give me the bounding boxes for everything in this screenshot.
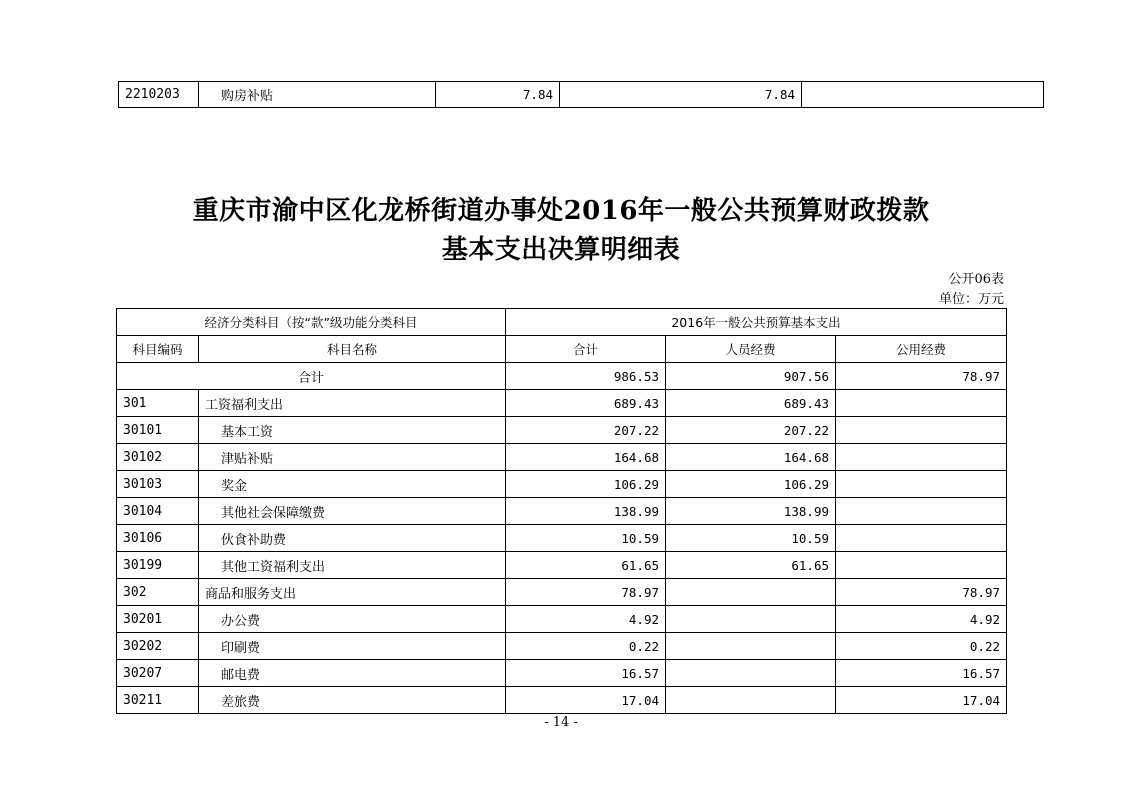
row-personnel: 61.65 — [666, 552, 836, 579]
row-public: 17.04 — [836, 687, 1007, 714]
table-row — [117, 471, 1007, 498]
row-public: 0.22 — [836, 633, 1007, 660]
col-total-header: 合计 — [506, 336, 666, 363]
row-code: 30201 — [117, 606, 199, 633]
row-total: 106.29 — [506, 471, 666, 498]
row-public: 16.57 — [836, 660, 1007, 687]
row-name: 其他工资福利支出 — [199, 552, 506, 579]
budget-detail-table — [116, 308, 1007, 714]
row-code: 30106 — [117, 525, 199, 552]
row-public — [836, 525, 1007, 552]
row-code: 2210203 — [119, 82, 199, 108]
row-total: 207.22 — [506, 417, 666, 444]
row-name: 商品和服务支出 — [199, 579, 506, 606]
row-personnel: 138.99 — [666, 498, 836, 525]
row-public — [836, 390, 1007, 417]
row-personnel: 689.43 — [666, 390, 836, 417]
row-code: 30199 — [117, 552, 199, 579]
row-personnel: 10.59 — [666, 525, 836, 552]
table-row — [117, 633, 1007, 660]
row-name: 伙食补助费 — [199, 525, 506, 552]
row-name: 基本工资 — [199, 417, 506, 444]
row-name: 购房补贴 — [199, 82, 436, 108]
row-name: 工资福利支出 — [199, 390, 506, 417]
row-personnel: 207.22 — [666, 417, 836, 444]
row-total: 78.97 — [506, 579, 666, 606]
col-code-header: 科目编码 — [117, 336, 199, 363]
row-public — [836, 444, 1007, 471]
total-personnel: 907.56 — [666, 363, 836, 390]
row-total: 138.99 — [506, 498, 666, 525]
row-personnel: 7.84 — [560, 82, 802, 108]
row-total: 164.68 — [506, 444, 666, 471]
continuation-table — [118, 81, 1044, 108]
row-personnel — [666, 687, 836, 714]
row-personnel — [666, 660, 836, 687]
total-row — [117, 363, 1007, 390]
row-public — [836, 417, 1007, 444]
form-number: 公开06表 — [948, 272, 1004, 287]
row-public — [836, 552, 1007, 579]
row-name: 奖金 — [199, 471, 506, 498]
row-code: 302 — [117, 579, 199, 606]
row-code: 30102 — [117, 444, 199, 471]
row-code: 30104 — [117, 498, 199, 525]
col-public-header: 公用经费 — [836, 336, 1007, 363]
row-code: 301 — [117, 390, 199, 417]
row-public — [836, 498, 1007, 525]
row-name: 印刷费 — [199, 633, 506, 660]
row-total: 4.92 — [506, 606, 666, 633]
row-total: 17.04 — [506, 687, 666, 714]
table-row — [119, 82, 1044, 108]
row-personnel — [666, 633, 836, 660]
page-title: 重庆市渝中区化龙桥街道办事处2016年一般公共预算财政拨款 — [192, 196, 930, 226]
table-row — [117, 579, 1007, 606]
table-row — [117, 498, 1007, 525]
header-group-row — [117, 309, 1007, 336]
table-row — [117, 552, 1007, 579]
row-code: 30202 — [117, 633, 199, 660]
table-row — [117, 417, 1007, 444]
header-group-right: 2016年一般公共预算基本支出 — [506, 309, 1007, 336]
row-public: 4.92 — [836, 606, 1007, 633]
row-name: 办公费 — [199, 606, 506, 633]
row-total: 689.43 — [506, 390, 666, 417]
row-name: 津贴补贴 — [199, 444, 506, 471]
row-personnel — [666, 579, 836, 606]
row-code: 30103 — [117, 471, 199, 498]
row-personnel — [666, 606, 836, 633]
table-body — [117, 390, 1007, 714]
row-code: 30101 — [117, 417, 199, 444]
col-personnel-header: 人员经费 — [666, 336, 836, 363]
row-code: 30207 — [117, 660, 199, 687]
table-row — [117, 525, 1007, 552]
page-subtitle: 基本支出决算明细表 — [441, 235, 681, 265]
row-name: 邮电费 — [199, 660, 506, 687]
table-row — [117, 390, 1007, 417]
row-personnel: 164.68 — [666, 444, 836, 471]
table-row — [117, 606, 1007, 633]
header-row — [117, 336, 1007, 363]
total-public: 78.97 — [836, 363, 1007, 390]
table-row — [117, 687, 1007, 714]
row-public: 78.97 — [836, 579, 1007, 606]
row-total: 10.59 — [506, 525, 666, 552]
row-total: 61.65 — [506, 552, 666, 579]
row-personnel: 106.29 — [666, 471, 836, 498]
unit-label: 单位：万元 — [938, 292, 1004, 307]
row-total: 16.57 — [506, 660, 666, 687]
row-total: 0.22 — [506, 633, 666, 660]
row-name: 其他社会保障缴费 — [199, 498, 506, 525]
row-code: 30211 — [117, 687, 199, 714]
row-public — [802, 82, 1044, 108]
page-number: - 14 - — [544, 715, 578, 730]
header-group-left: 经济分类科目（按“款”级功能分类科目 — [117, 309, 506, 336]
total-label: 合计 — [117, 363, 506, 390]
row-total: 7.84 — [436, 82, 560, 108]
col-name-header: 科目名称 — [199, 336, 506, 363]
row-public — [836, 471, 1007, 498]
total-value: 986.53 — [506, 363, 666, 390]
row-name: 差旅费 — [199, 687, 506, 714]
table-row — [117, 444, 1007, 471]
table-row — [117, 660, 1007, 687]
